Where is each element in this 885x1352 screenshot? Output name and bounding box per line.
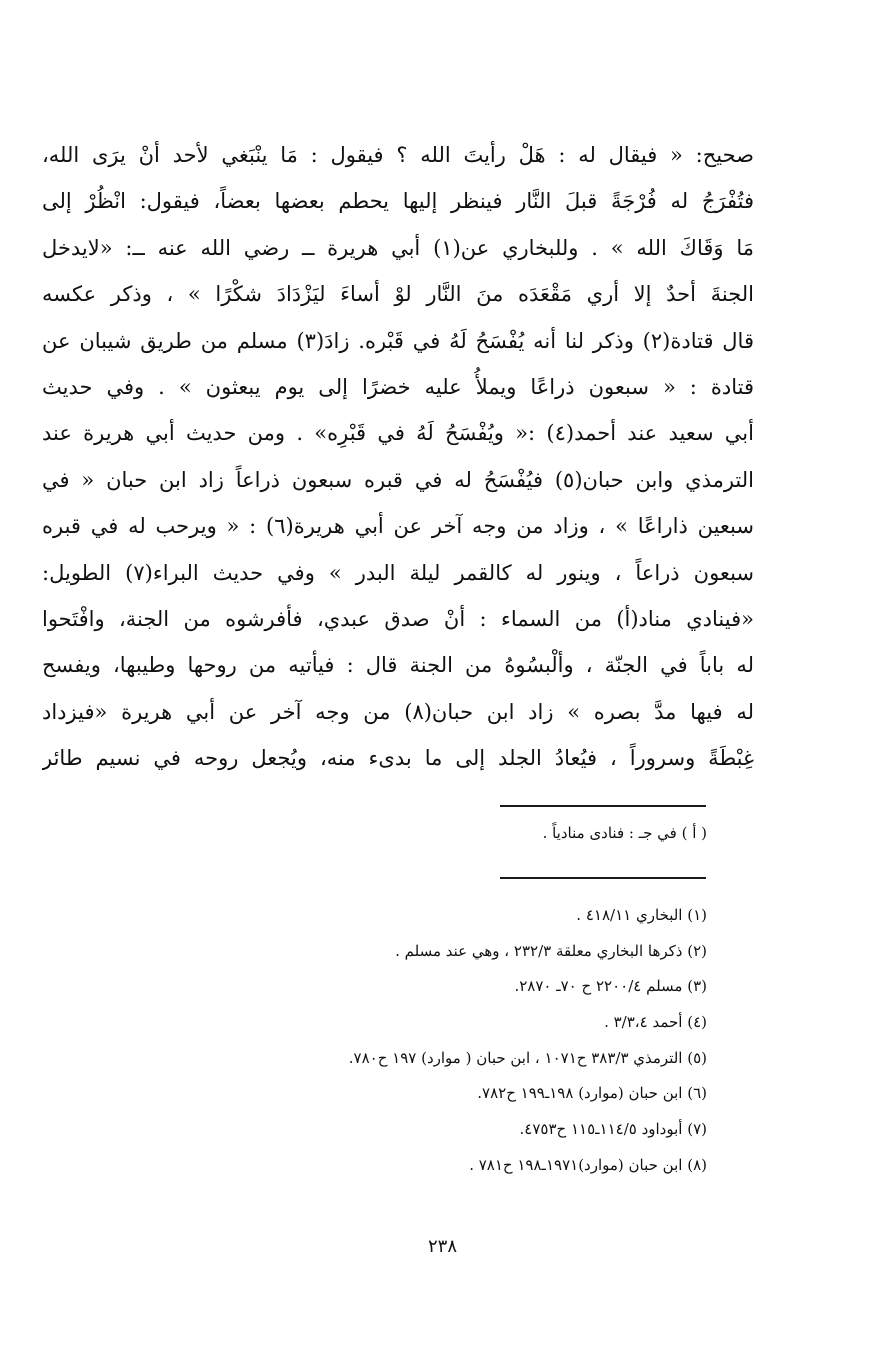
footnote: (٨) ابن حبان (موارد)١٩٧١ـ١٩٨ ح٧٨١ . (469, 1155, 707, 1174)
footnote: (٦) ابن حبان (موارد) ١٩٨ـ١٩٩ ح٧٨٢. (477, 1084, 707, 1103)
main-text-block (42, 132, 754, 781)
text-line: له فيها مدَّ بصره » زاد ابن حبان(٨) من وجه آخر عن أبي هريرة «فيزداد (42, 699, 754, 724)
manuscript-variant-note: ( أ ) في جـ : فنادى منادياً . (542, 824, 707, 842)
text-line: له باباً في الجنّة ، وألْبسُوهُ من الجنة قال : فيأتيه من روحها وطيبها، ويفسح (42, 653, 754, 678)
footnote-separator-top (500, 805, 706, 807)
page-number: ٢٣٨ (427, 1236, 457, 1257)
text-line: غِبْطَةً وسروراً ، فيُعادُ الجلد إلى ما بدىء منه، ويُجعل روحه في نسيم طائر (42, 746, 754, 771)
text-line: الجنةَ أحدٌ إلا أري مَقْعَدَه منَ النَّار لوْ أساءَ ليَزْدَادَ شكْرًا » ، وذكر عكسه (42, 282, 754, 307)
footnote-separator-bottom (500, 877, 706, 879)
footnote: (١) البخاري ٤١٨/١١ . (576, 906, 707, 924)
text-line: قال قتادة(٢) وذكر لنا أنه يُفْسَحُ لَهُ في قَبْره. زادَ(٣) مسلم من طريق شيبان عن (42, 328, 754, 353)
text-line: أبي سعيد عند أحمد(٤) :« ويُفْسَحُ لَهُ في قَبْرِه» . ومن حديث أبي هريرة عند (42, 421, 754, 446)
text-line: صحيح: « فيقال له : هَلْ رأيتَ الله ؟ فيقول : مَا ينْبَغي لأحد أنْ يرَى الله، (42, 143, 754, 167)
text-line: «فينادي مناد(أ) من السماء : أنْ صدق عبدي، فأفرشوه من الجنة، وافْتَحوا (42, 606, 754, 631)
footnote: (٧) أبوداود ١١٤/٥ـ١١٥ ح٤٧٥٣. (519, 1120, 707, 1139)
footnote: (٥) الترمذي ٣٨٣/٣ ح١٠٧١ ، ابن حبان ( موارد) ١٩٧ ح٧٨٠. (348, 1048, 707, 1067)
text-line: فتُفْرَجُ له فُرْجَةً قبلَ النَّار فينظر إليها يحطم بعضها بعضاً، فيقول: انْظُرْ إلى (42, 189, 754, 214)
footnote: (٢) ذكرها البخاري معلقة ٢٣٢/٣ ، وهي عند مسلم . (395, 941, 707, 960)
footnotes-list (147, 898, 707, 1184)
text-line: سبعون ذراعاً ، وينور له كالقمر ليلة البدر » وفي حديث البراء(٧) الطويل: (42, 560, 754, 585)
text-line: سبعين ذاراعًا » ، وزاد من وجه آخر عن أبي هريرة(٦) : « ويرحب له في قبره (42, 514, 754, 539)
text-line: قتادة : « سبعون ذراعًا ويملأُ عليه خضرًا إلى يوم يبعثون » . وفي حديث (42, 374, 754, 399)
text-line: الترمذي وابن حبان(٥) فيُفْسَحُ له في قبره سبعون ذراعاً زاد ابن حبان « في (42, 467, 754, 492)
footnote: (٣) مسلم ٢٢٠٠/٤ ح ٧٠ـ ٢٨٧٠. (514, 977, 707, 996)
text-line: مَا وَقَاكَ الله » . وللبخاري عن(١) أبي هريرة ــ رضي الله عنه ــ: «لايدخل (42, 235, 754, 260)
footnote: (٤) أحمد ٣/٣،٤ . (604, 1013, 707, 1032)
